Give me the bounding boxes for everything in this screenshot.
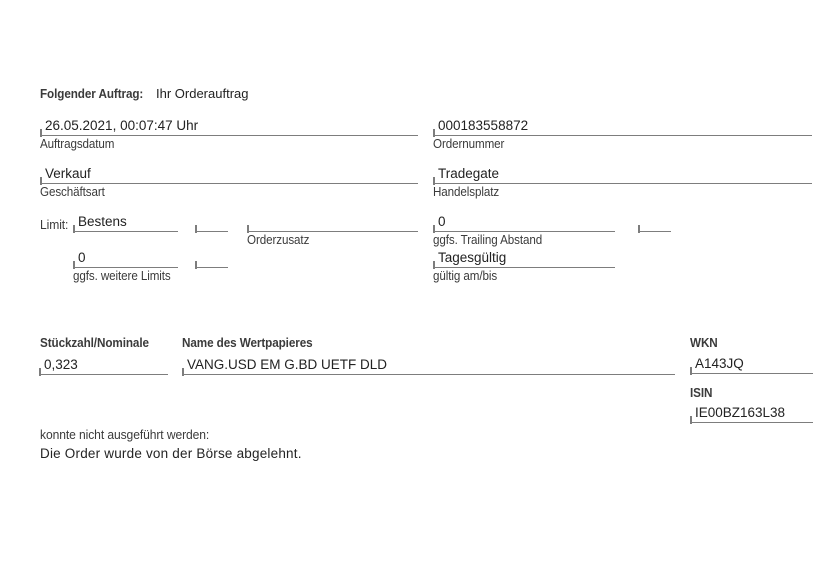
field-stueckzahl — [39, 354, 168, 375]
field-ordernummer — [433, 115, 812, 151]
status-line-2: Die Order wurde von der Börse abgelehnt. — [40, 446, 302, 461]
trailing-abstand-value: 0 — [438, 214, 446, 229]
limit-inline-label: Limit: — [40, 217, 69, 232]
status-line-1: konnte nicht ausgeführt werden: — [40, 427, 210, 442]
geschaeftsart-label: Geschäftsart — [40, 185, 105, 199]
auftragsdatum-value: 26.05.2021, 00:07:47 Uhr — [45, 118, 199, 133]
field-trailing-abstand — [433, 211, 615, 247]
stueckzahl-value: 0,323 — [44, 357, 78, 372]
limit-value: Bestens — [78, 214, 127, 229]
order-header-value: Ihr Orderauftrag — [156, 86, 249, 101]
ordernummer-label: Ordernummer — [433, 137, 505, 151]
field-orderzusatz — [247, 211, 418, 247]
weitere-limits-label: ggfs. weitere Limits — [73, 269, 171, 283]
field-limit-empty-3 — [195, 247, 228, 268]
isin-header: ISIN — [690, 385, 713, 400]
stueckzahl-header: Stückzahl/Nominale — [40, 335, 149, 350]
wkn-header: WKN — [690, 335, 718, 350]
isin-value: IE00BZ163L38 — [695, 405, 786, 420]
field-wkn — [690, 353, 813, 374]
handelsplatz-value: Tradegate — [438, 166, 500, 181]
field-gueltigkeit — [433, 247, 615, 283]
ordernummer-value: 000183558872 — [438, 118, 529, 133]
field-wertpapier-name — [182, 354, 675, 375]
field-auftragsdatum — [40, 115, 418, 151]
field-weitere-limits — [73, 247, 178, 283]
gueltigkeit-value: Tagesgültig — [438, 250, 507, 265]
geschaeftsart-value: Verkauf — [45, 166, 91, 181]
field-limit — [73, 211, 178, 232]
wkn-value: A143JQ — [695, 356, 744, 371]
field-isin — [690, 402, 813, 423]
wertpapier-name-header: Name des Wertpapieres — [182, 335, 313, 350]
gueltigkeit-label: gültig am/bis — [433, 269, 498, 283]
auftragsdatum-label: Auftragsdatum — [40, 137, 115, 151]
field-limit-empty-2 — [638, 211, 671, 232]
weitere-limits-value: 0 — [78, 250, 86, 265]
field-geschaeftsart — [40, 163, 418, 199]
field-handelsplatz — [433, 163, 812, 199]
order-header-label: Folgender Auftrag: — [40, 86, 144, 101]
handelsplatz-label: Handelsplatz — [433, 185, 500, 199]
field-limit-empty-1 — [195, 211, 228, 232]
wertpapier-name-value: VANG.USD EM G.BD UETF DLD — [187, 357, 388, 372]
orderzusatz-label: Orderzusatz — [247, 233, 310, 247]
trailing-abstand-label: ggfs. Trailing Abstand — [433, 233, 543, 247]
